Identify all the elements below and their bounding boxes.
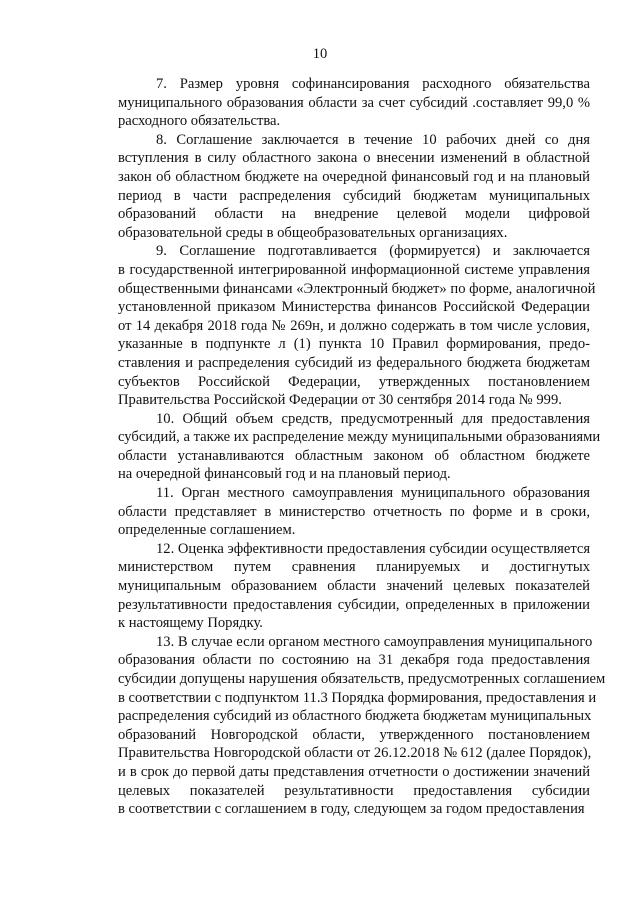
paragraph [118,633,606,819]
text-line: 7. Размер уровня софинансирования расходного обязательства [156,76,590,92]
text-line: 11. Орган местного самоуправления муниципального образования [156,485,590,502]
text-line: Правительства Новгородской области от 26.12.2018 № 612 (далее Порядок), [118,745,592,762]
text-line: период в части распределения субсидий бюджетам муниципальных [118,187,590,204]
text-line: 10. Общий объем средств, предусмотренный для предоставления [156,410,590,427]
text-line: на очередной финансовый год и на плановый период. [118,466,451,483]
text-line: 8. Соглашение заключается в течение 10 рабочих дней со дня [156,131,590,148]
text-line: образований Новгородской области, утвержденного постановлением [118,726,590,743]
text-line: результативности предоставления субсидии, определенных в приложении [118,596,590,613]
text-line: субъектов Российской Федерации, утвержденных постановлением [118,373,590,390]
text-line: в соответствии с подпунктом 11.3 Порядка формирования, предоставления и [118,689,597,706]
text-line: области представляет в министерство отчетность по форме и в сроки, [118,503,590,520]
document-body [118,75,606,819]
text-line: от 14 декабря 2018 года № 269н, и должно содержать в том числе условия, [118,317,590,334]
paragraph [118,410,601,484]
text-line: 9. Соглашение подготавливается (формируется) и заключается [156,243,590,260]
text-line: указанные в подпункте л (1) пункта 10 Правил формирования, предо- [118,336,590,353]
text-line: целевых показателей результативности предоставления субсидии [118,782,590,799]
text-line: установленной приказом Министерства финансов Российской Федерации [118,299,590,316]
text-line: образований области на внедрение целевой модели цифровой [118,206,590,223]
text-line: закон об областном бюджете на очередной финансовый год и на плановый [118,168,590,185]
text-line: и в срок до первой даты представления отчетности о достижении значений [118,763,590,780]
text-line: образовательной среды в общеобразовательных организациях. [118,224,508,241]
text-line: общественными финансами «Электронный бюджет» по форме, аналогичной [118,280,596,297]
text-line: ставления и распределения субсидий из федерального бюджета бюджетам [118,354,590,371]
text-line: субсидии допущены нарушения обязательств, предусмотренных соглашением [118,671,606,687]
text-line: в соответствии с соглашением в году, следующем за годом предоставления [118,801,585,818]
text-line: области устанавливаются областным законом об областном бюджете [118,447,590,464]
text-line: субсидий, а также их распределение между муниципальными образованиями [118,429,601,446]
text-line: муниципального образования области за счет субсидий .составляет 99,0 % [118,94,590,111]
text-line: вступления в силу областного закона о внесении изменений в областной [118,150,590,167]
paragraph [118,131,590,243]
text-line: муниципальным образованием области значений целевых показателей [118,578,590,595]
text-line: 12. Оценка эффективности предоставления субсидии осуществляется [156,540,591,557]
paragraph [118,242,596,409]
text-line: министерством путем сравнения планируемых и достигнутых [118,559,590,576]
text-line: Правительства Российской Федерации от 30 сентября 2014 года № 999. [118,392,562,409]
paragraph [118,484,590,540]
text-line: в государственной интегрированной информационной системе управления [118,261,590,278]
paragraph [118,540,590,633]
text-line: образования области по состоянию на 31 декабря года предоставления [118,652,590,669]
text-line: расходного обязательства. [118,113,281,130]
paragraph [118,75,590,131]
text-line: к настоящему Порядку. [118,615,263,632]
text-line: 13. В случае если органом местного самоуправления муниципального [156,633,593,650]
text-line: распределения субсидий из областного бюджета бюджетам муниципальных [118,708,592,725]
text-line: определенные соглашением. [118,522,296,539]
page-number: 10 [312,46,328,62]
